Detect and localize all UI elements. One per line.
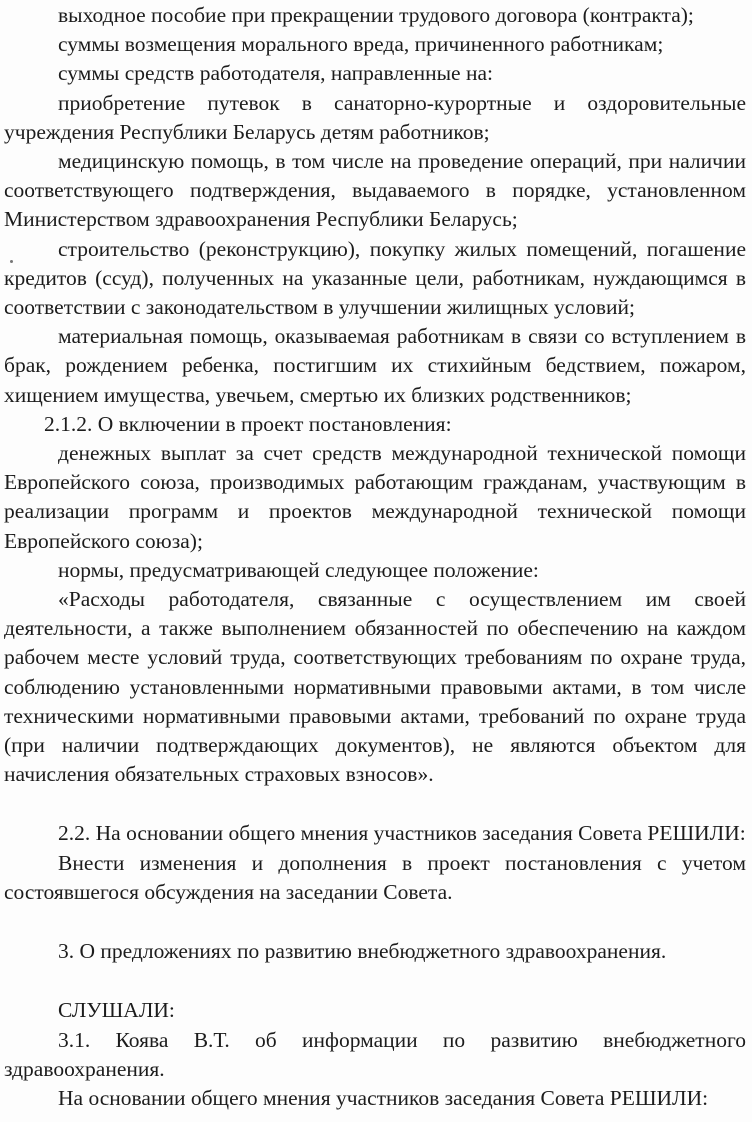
- paragraph-sanatorium-vouchers: приобретение путевок в санаторно-курортные и оздоровительные учреждения Республики Беларусь детям работников;: [4, 90, 746, 144]
- paragraph-amend-draft: Внести изменения и дополнения в проект постановления с учетом состоявшегося обсуждения на заседании Совета.: [4, 850, 746, 904]
- paragraph-severance-pay: выходное пособие при прекращении трудового договора (контракта);: [58, 3, 694, 27]
- paragraph-employer-expenses-quote: «Расходы работодателя, связанные с осуществлением им своей деятельности, а также выполнением обязанностей по обеспечению на каждом рабочем месте условий труда, соответствующих требованиям по охране труда, соблюдению установленными нормативными правовыми актами, в том числе техническими нормативными правовыми актами, требований по охране труда (при наличии подтверждающих документов), не являются объектом для начисления обязательных страховых взносов».: [4, 587, 746, 787]
- paragraph-section-2-2-decision: 2.2. На основании общего мнения участников заседания Совета РЕШИЛИ:: [58, 821, 746, 846]
- paragraph-employer-funds: суммы средств работодателя, направленные на:: [58, 61, 493, 86]
- scan-speck: [10, 260, 13, 263]
- paragraph-norm-provision: нормы, предусматривающей следующее положение:: [58, 557, 539, 582]
- paragraph-final-decision: На основании общего мнения участников заседания Совета РЕШИЛИ:: [58, 1085, 709, 1110]
- paragraph-eu-technical-aid: денежных выплат за счет средств международной технической помощи Европейского союза, производимых работающим гражданам, участвующим в реализации программ и проектов международной технической помощи Европейского союза);: [4, 441, 746, 553]
- paragraph-medical-care: медицинскую помощь, в том числе на проведение операций, при наличии соответствующего подтверждения, выдаваемого в порядке, установленном Министерством здравоохранения Республики Беларусь;: [4, 149, 746, 232]
- paragraph-section-2-1-2: 2.1.2. О включении в проект постановления:: [44, 411, 452, 436]
- document-body: [4, 1, 746, 1113]
- paragraph-moral-damage: суммы возмещения морального вреда, причиненного работникам;: [58, 32, 664, 57]
- paragraph-section-3-1: 3.1. Коява В.Т. об информации по развитию внебюджетного здравоохранения.: [4, 1027, 746, 1081]
- paragraph-heard: СЛУШАЛИ:: [58, 998, 175, 1023]
- paragraph-housing-construction: строительство (реконструкцию), покупку жилых помещений, погашение кредитов (ссуд), полученных на указанные цели, работникам, нуждающимся в соответствии с законодательством в улучшении жилищных условий;: [4, 236, 746, 320]
- paragraph-material-assistance: материальная помощь, оказываемая работникам в связи со вступлением в брак, рождением ребенка, постигшим их стихийным бедствием, пожаром, хищением имущества, увечьем, смертью их близких родственников;: [4, 324, 746, 407]
- paragraph-agenda-item-3: 3. О предложениях по развитию внебюджетного здравоохранения.: [58, 939, 667, 964]
